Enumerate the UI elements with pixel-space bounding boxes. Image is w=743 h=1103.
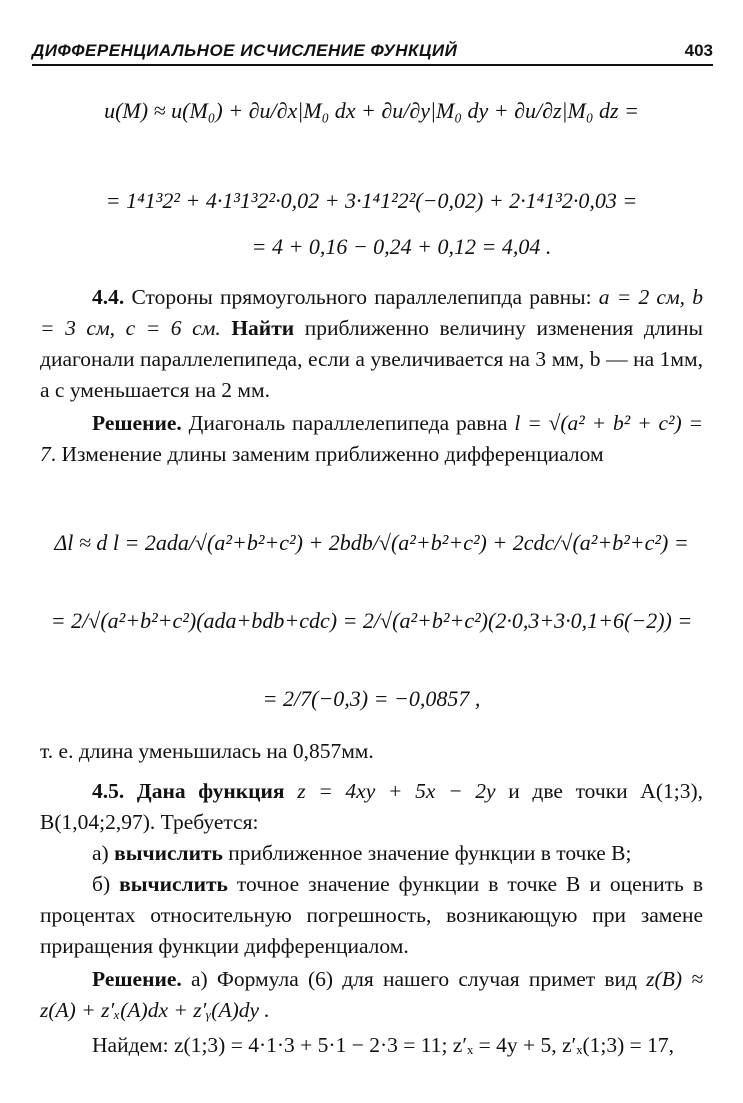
- formula-3: = 4 + 0,16 − 0,24 + 0,12 = 4,04 .: [251, 234, 552, 259]
- solution-text-1: Диагональ параллелепипеда равна: [181, 411, 515, 435]
- problem-4-4: [40, 282, 703, 406]
- running-header: [32, 40, 713, 66]
- solution-text-2: . Изменение длины заменим приближенно дифференциалом: [50, 442, 604, 466]
- page-number: 403: [684, 41, 713, 60]
- formula-6: = 2/7(−0,3) = −0,0857 ,: [262, 686, 481, 711]
- solution-4-5: [40, 964, 703, 1026]
- problem-text-2: a = 2 см, b = 3 см, c = 6 см.: [40, 285, 703, 340]
- formula-1: u(M) ≈ u(M₀) + ∂u/∂x|M₀ dx + ∂u/∂y|M₀ dy + ∂u/∂z|M₀ dz =: [104, 98, 639, 123]
- conclusion-text: т. е. длина уменьшилась на 0,857мм.: [40, 739, 374, 763]
- problem-text-3: приближенно величину изменения длины диагонали параллелепипеда, если a увеличивается на 3 мм, b — на 1мм, а c уменьшается на 2 мм.: [40, 316, 703, 402]
- problem-text-1: Стороны прямоугольного параллелепипда равны:: [124, 285, 599, 309]
- approx-formula: z(B) ≈ z(A) + z′ₓ(A)dx + z′ᵧ(A)dy .: [40, 967, 703, 1022]
- problem-4-5: [40, 776, 703, 838]
- formula-2: = 1⁴1³2² + 4·1³1³2²·0,02 + 3·1⁴1²2²(−0,02) + 2·1⁴1³2·0,03 =: [105, 188, 638, 213]
- task-b: [40, 869, 703, 962]
- diagonal-formula: l = √(a² + b² + c²) = 7: [40, 411, 703, 466]
- header-title: ДИФФЕРЕНЦИАЛЬНОЕ ИСЧИСЛЕНИЕ ФУНКЦИЙ: [32, 41, 458, 60]
- problem-keyword: Найти: [231, 316, 295, 340]
- task-a-keyword: вычислить: [114, 841, 223, 865]
- formula-5: = 2/√(a²+b²+c²)(ada+bdb+cdc) = 2/√(a²+b²+c²)(2·0,3+3·0,1+6(−2)) =: [50, 608, 693, 633]
- problem-text: и две точки A(1;3), B(1,04;2,97). Требуется:: [40, 779, 704, 834]
- task-a: [40, 838, 703, 869]
- last-line: Найдем: z(1;3) = 4·1·3 + 5·1 − 2·3 = 11; z′ₓ = 4y + 5, z′ₓ(1;3) = 17,: [92, 1033, 675, 1057]
- problem-number: 4.5. Дана функция: [92, 779, 285, 803]
- task-a-text: приближенное значение функции в точке B;: [222, 841, 632, 865]
- task-b-keyword: вычислить: [119, 872, 228, 896]
- solution-4-4: [40, 408, 703, 470]
- solution-label: Решение.: [92, 411, 182, 435]
- task-a-marker: а): [92, 841, 115, 865]
- problem-number: 4.4.: [92, 285, 125, 309]
- solution-text: а) Формула (6) для нашего случая примет вид: [181, 967, 647, 991]
- task-b-text: точное значение функции в точке B и оценить в процентах относительную погрешность, возникающую при замене приращения функции дифференциалом.: [40, 872, 703, 958]
- formula-4: Δl ≈ d l = 2ada/√(a²+b²+c²) + 2bdb/√(a²+b²+c²) + 2cdc/√(a²+b²+c²) =: [54, 530, 689, 555]
- solution-label: Решение.: [92, 967, 182, 991]
- task-b-marker: б): [92, 872, 120, 896]
- function-formula: z = 4xy + 5x − 2y: [284, 779, 509, 803]
